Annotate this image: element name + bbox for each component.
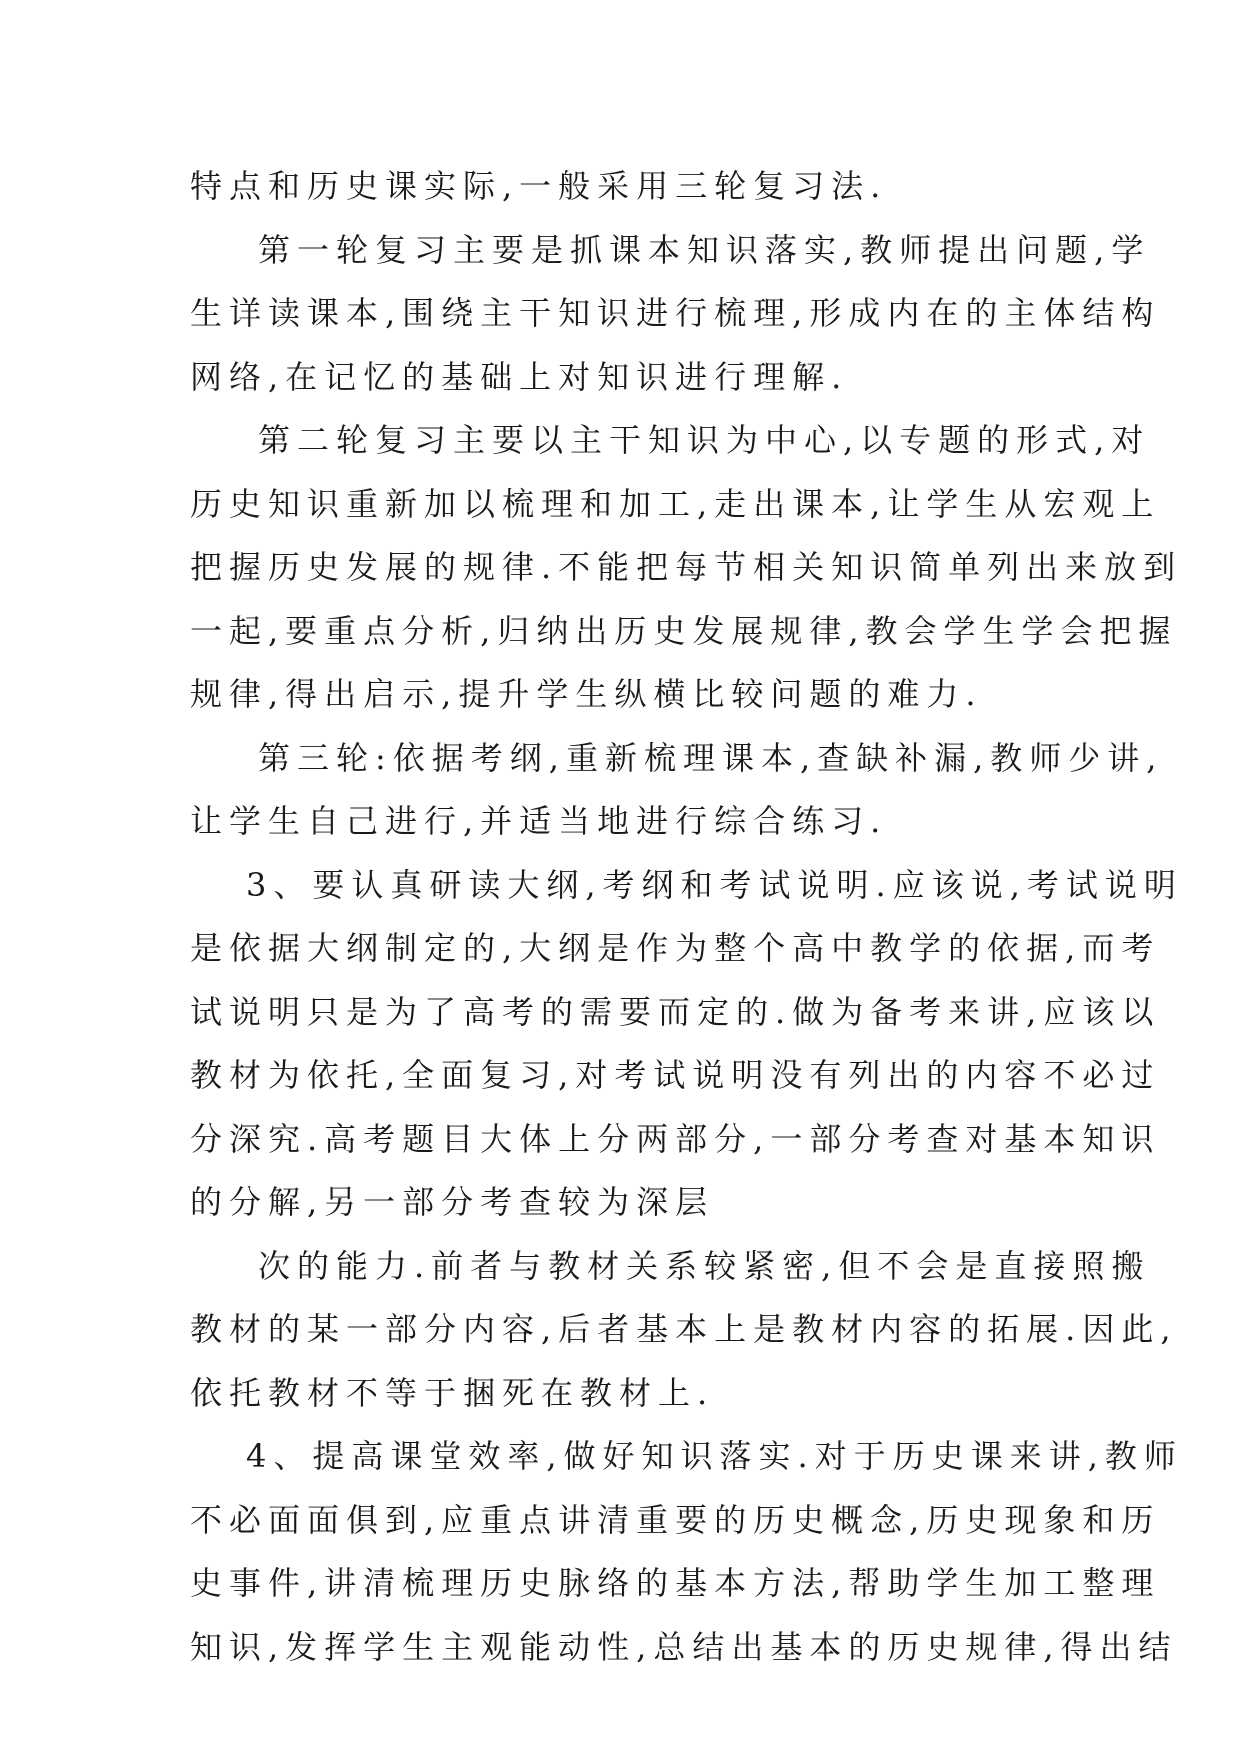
text-line: 次的能力.前者与教材关系较紧密,但不会是直接照搬 — [258, 1246, 1151, 1285]
text-line: 第三轮:依据考纲,重新梳理课本,查缺补漏,教师少讲, — [258, 738, 1164, 777]
paragraph-point-3 — [190, 854, 1183, 1235]
text-line: 教材的某一部分内容,后者基本上是教材内容的拓展.因此, — [190, 1310, 1178, 1348]
text-line: 网络,在记忆的基础上对知识进行理解. — [190, 357, 849, 396]
paragraph-second-round — [190, 409, 1183, 727]
text-line: 不必面面俱到,应重点讲清重要的历史概念,历史现象和历 — [190, 1500, 1161, 1539]
text-line: 规律,得出启示,提升学生纵横比较问题的难力. — [190, 675, 983, 713]
text-line: 第二轮复习主要以主干知识为中心,以专题的形式,对 — [258, 421, 1151, 459]
text-line: 的分解,另一部分考查较为深层 — [190, 1183, 715, 1221]
paragraph-continuation — [190, 155, 1050, 219]
text-line: 特点和历史课实际,一般采用三轮复习法. — [190, 167, 888, 205]
paragraph-abilities — [190, 1235, 1178, 1426]
text-line: 3、要认真研读大纲,考纲和考试说明.应该说,考试说明 — [246, 865, 1183, 904]
text-line: 让学生自己进行,并适当地进行综合练习. — [190, 802, 888, 840]
text-line: 试说明只是为了高考的需要而定的.做为备考来讲,应该以 — [190, 992, 1161, 1031]
paragraph-point-4 — [190, 1425, 1183, 1679]
text-line: 把握历史发展的规律.不能把每节相关知识简单列出来放到 — [190, 548, 1183, 586]
text-line: 一起,要重点分析,归纳出历史发展规律,教会学生学会把握 — [190, 611, 1178, 650]
paragraph-third-round — [190, 727, 1164, 854]
text-line: 4、提高课堂效率,做好知识落实.对于历史课来讲,教师 — [246, 1437, 1183, 1475]
text-line: 历史知识重新加以梳理和加工,走出课本,让学生从宏观上 — [190, 484, 1161, 523]
text-line: 是依据大纲制定的,大纲是作为整个高中教学的依据,而考 — [190, 929, 1161, 967]
text-line: 第一轮复习主要是抓课本知识落实,教师提出问题,学 — [258, 230, 1151, 269]
text-line: 知识,发挥学生主观能动性,总结出基本的历史规律,得出结 — [190, 1627, 1178, 1666]
document-body — [190, 155, 1183, 1679]
text-line: 教材为依托,全面复习,对考试说明没有列出的内容不必过 — [190, 1056, 1161, 1094]
text-line: 史事件,讲清梳理历史脉络的基本方法,帮助学生加工整理 — [190, 1564, 1161, 1602]
text-line: 分深究.高考题目大体上分两部分,一部分考查对基本知识 — [190, 1119, 1161, 1158]
text-line: 依托教材不等于捆死在教材上. — [190, 1373, 715, 1412]
paragraph-first-round — [190, 219, 1161, 410]
text-line: 生详读课本,围绕主干知识进行梳理,形成内在的主体结构 — [190, 294, 1161, 332]
